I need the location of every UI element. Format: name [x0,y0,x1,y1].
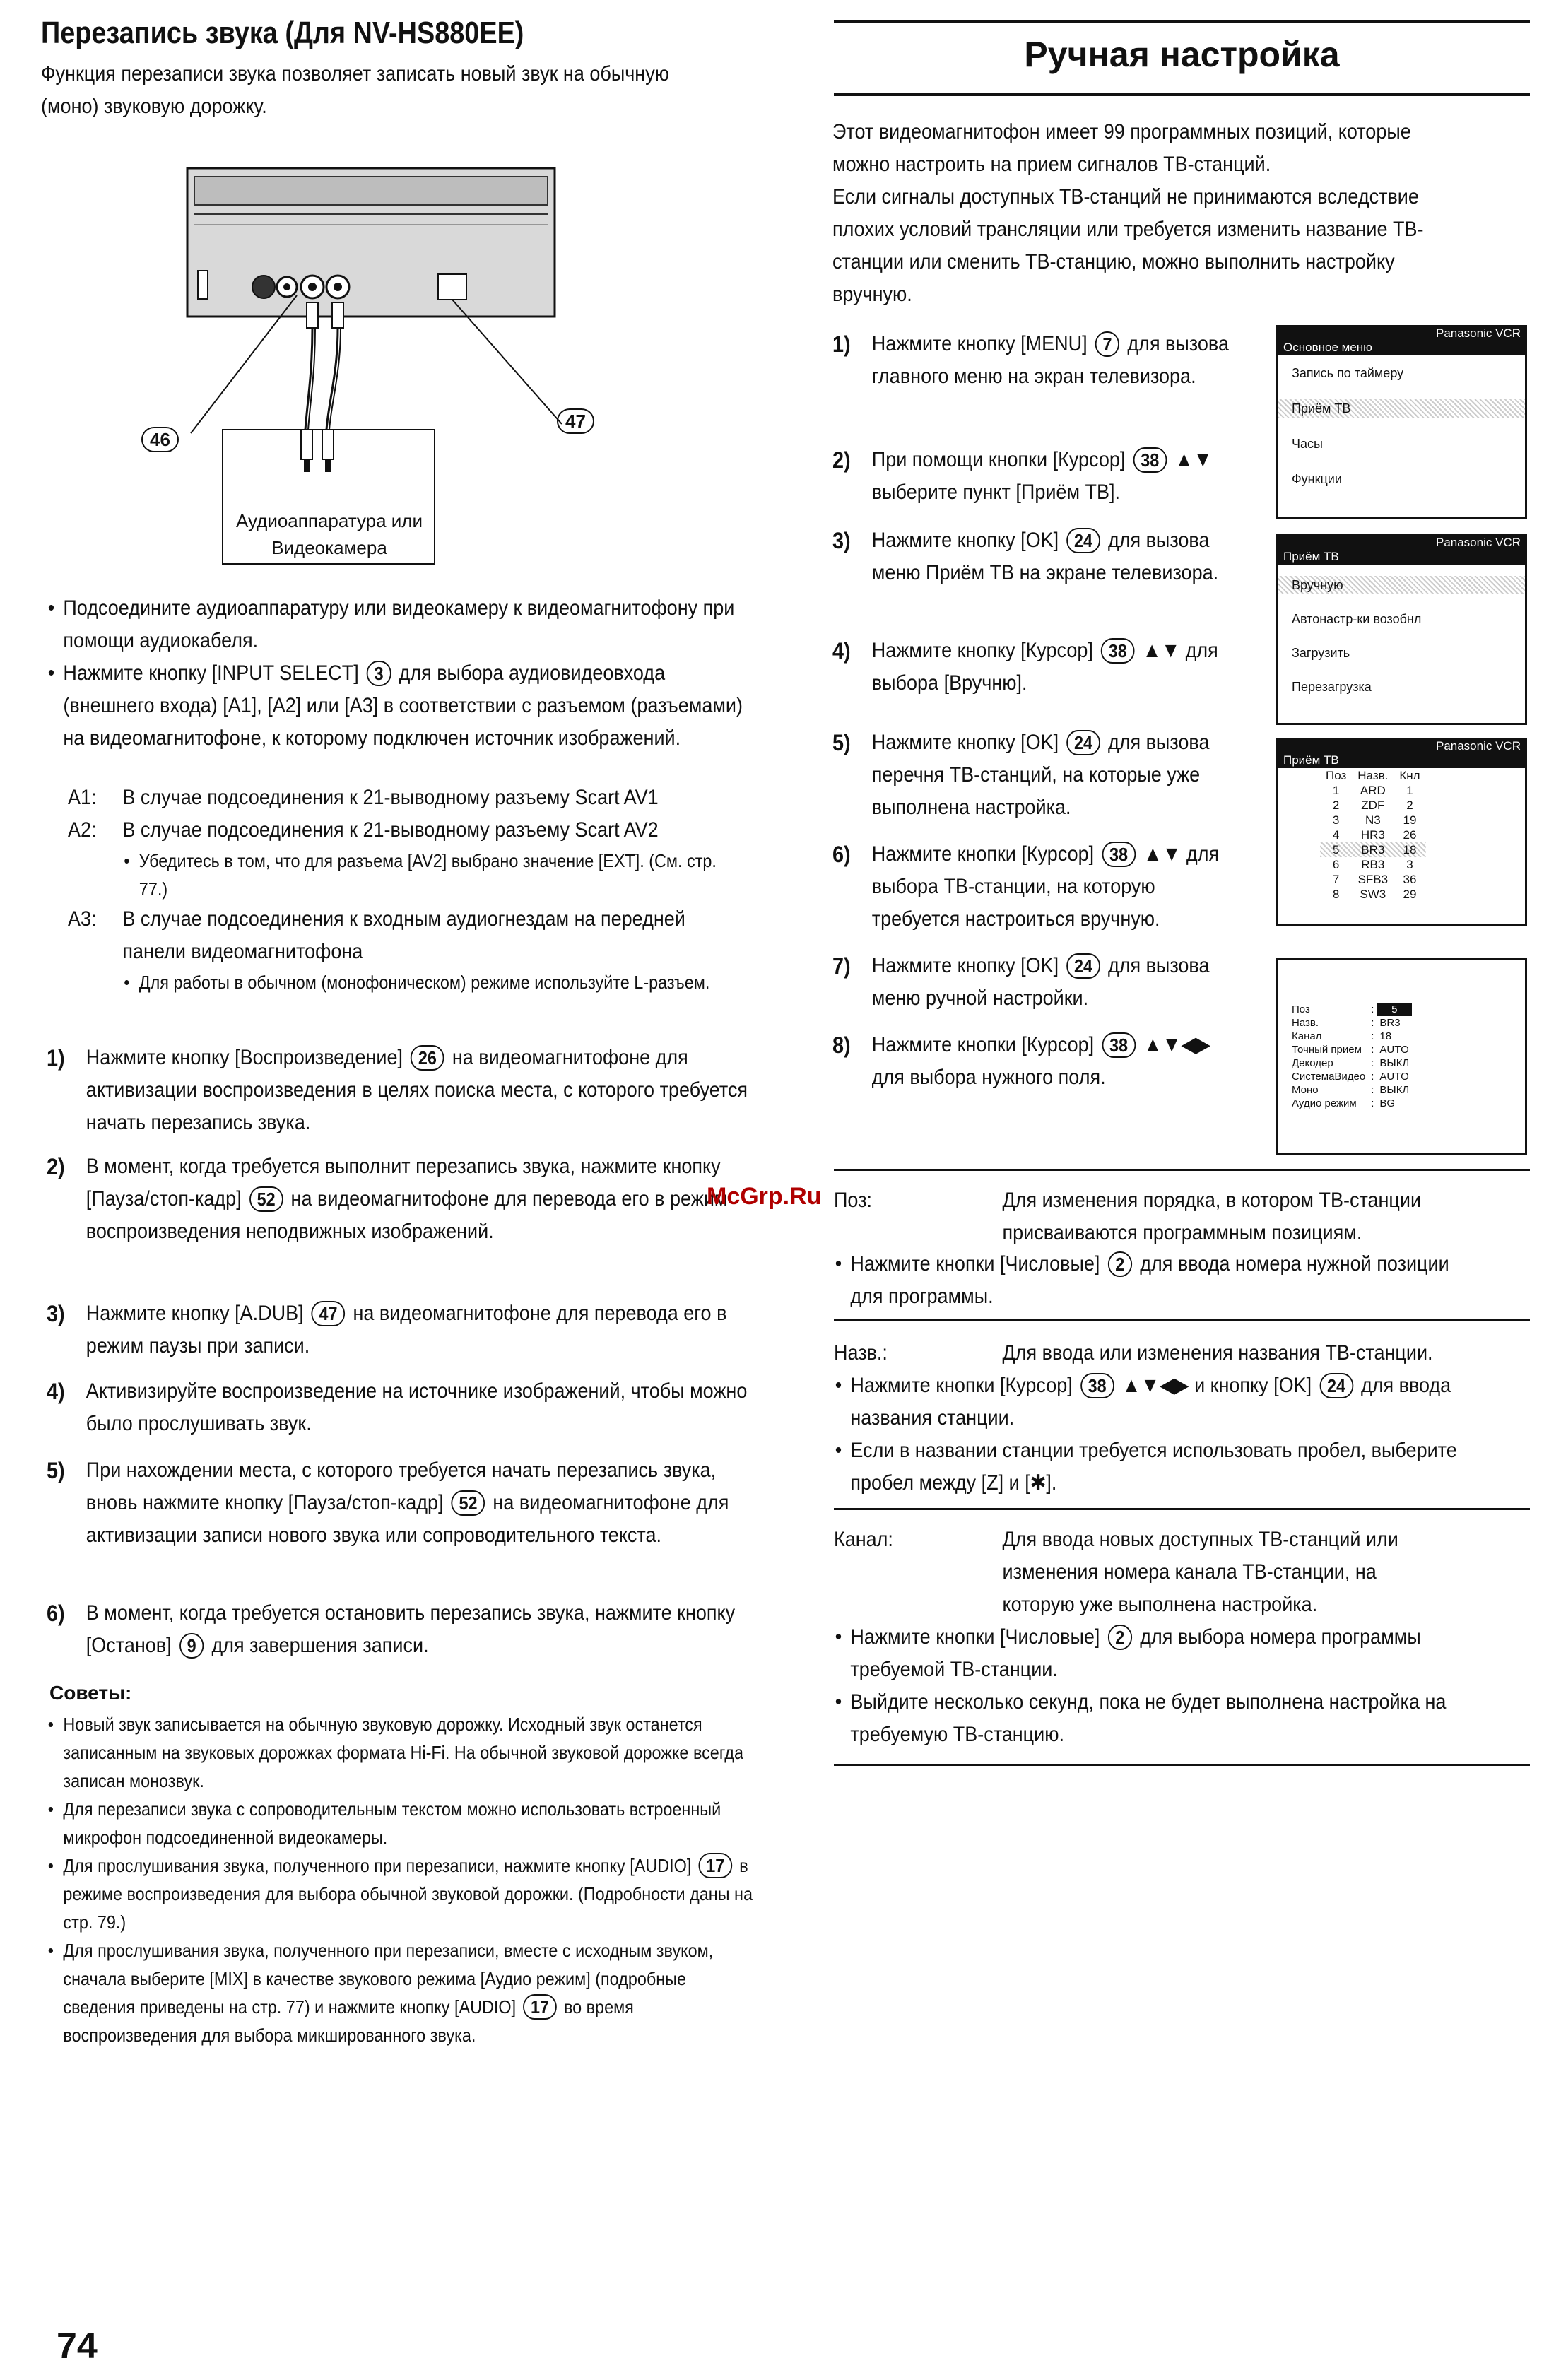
ref-3-icon: 3 [367,661,391,686]
osd-main-menu: Panasonic VCR Основное меню Запись по таймеру Приём ТВ Часы Функции [1276,325,1527,519]
audio-dub-intro: Функция перезаписи звука позволяет записать новый звук на обычную (моно) звуковую дорожку. [41,62,669,118]
dub-step-5: 5) При нахождении места, с которого требуется начать перезапись звука, вновь нажмите кнопку [Пауза/стоп-кадр] 52 на видеомагнитофоне для активизации записи нового звука или сопроводительного текста. [47,1458,729,1547]
tip-2: • Для перезаписи звука с сопроводительным текстом можно использовать встроенный микрофон подсоединенной видеокамеры. [47,1795,759,1851]
osd-menu-item: Часы [1292,437,1323,451]
tuning-step-4: 4) Нажмите кнопку [Курсор] 38 ▲▼ для выбора [Вручню]. [832,638,1218,695]
tuning-step-2: 2) При помощи кнопки [Курсор] 38 ▲▼ выберите пункт [Приём ТВ]. [832,447,1213,504]
osd-station-list: Panasonic VCR Приём ТВ Поз Назв. Кнл 1 ARD 1 2 ZDF 2 3 N3 19 4 HR3 26 5 BR3 18 6 RB3 3 7 SFB3 36 8 SW3 29 [1276,738,1527,926]
section-title-audio-dub: Перезапись звука (Для NV-HS880EE) [41,16,524,50]
osd-manual-settings: Поз : 5 Назв. : BR3 Канал : 18 Точный прием : AUTO Декодер : ВЫКЛ СистемаВидео : AUTO Моно : ВЫКЛ Аудио режим : BG [1276,958,1527,1155]
def-channel-bullets: • Нажмите кнопки [Числовые] 2 для выбора номера программы требуемой ТВ-станции. • Выйдите несколько секунд, пока не будет выполнена настройка на требуемую ТВ-станцию. [834,1621,1470,1751]
def-position-bullets: • Нажмите кнопки [Числовые] 2 для ввода номера нужной позиции для программы. [834,1248,1470,1313]
divider-3 [834,1508,1530,1510]
input-options: A1: В случае подсоединения к 21-выводному разъему Scart AV1 A2: В случае подсоединения к 21-выводному разъему Scart AV2 • Убедитесь в том, что для разъема [AV2] выбрано значение [EXT]. (См. стр. 77.) A3: В случае подсоединения к входным аудиогнездам на передней панели видеомагнитофона • Для работы в обычном (монофоническом) режиме используйте L-разъем. [68,782,742,996]
dub-step-3: 3) Нажмите кнопку [A.DUB] 47 на видеомагнитофоне для перевода его в режим паузы при записи. [47,1301,727,1357]
tuning-step-7: 7) Нажмите кнопку [OK] 24 для вызова меню ручной настройки. [832,953,1210,1010]
video-jack-icon [252,276,275,298]
dub-step-6: 6) В момент, когда требуется остановить перезапись звука, нажмите кнопку [Останов] 9 для завершения записи. [47,1601,736,1657]
tip-3: • Для прослушивания звука, полученного при перезаписи, нажмите кнопку [AUDIO] 17 в режиме воспроизведения для выбора обычной звуковой дорожки. (Подробности даны на стр. 79.) [47,1851,759,1936]
osd-menu-item: Запись по таймеру [1292,366,1404,380]
osd-menu-item-selected: Приём ТВ [1278,399,1525,418]
dub-step-1: 1) Нажмите кнопку [Воспроизведение] 26 на видеомагнитофоне для активизации воспроизведения в целях поиска места, с которого требуется начать перезапись звука. [47,1045,748,1134]
bullet-input-select: • Нажмите кнопку [INPUT SELECT] 3 для выбора аудиовидеовхода (внешнего входа) [A1], [A2] или [A3] в соответствии с разъемом (разъемами) на видеомагнитофоне, к которому подключен источник изображений. [47,657,753,755]
connection-instructions [47,592,753,755]
dub-step-2: 2) В момент, когда требуется выполнит перезапись звука, нажмите кнопку [Пауза/стоп-кадр] 52 на видеомагнитофоне для перевода его в режим воспроизведения неподвижных изображений. [47,1154,728,1243]
callout-47: 47 [554,408,597,434]
tuning-step-6: 6) Нажмите кнопки [Курсор] 38 ▲▼ для выбора ТВ-станции, на которую требуется настроиться вручную. [832,842,1220,931]
divider-4 [834,1764,1530,1766]
tuning-step-8: 8) Нажмите кнопки [Курсор] 38 ▲▼◀▶ для выбора нужного поля. [832,1032,1210,1089]
title-rule-top [834,20,1530,23]
manual-tuning-intro: Этот видеомагнитофон имеет 99 программных позиций, которые можно настроить на прием сигналов ТВ-станций. Если сигналы доступных ТВ-станций не принимаются вследствие плохих условий трансляции или требуется изменить название ТВ-станции или сменить ТВ-станцию, можно выполнить настройку вручную. [832,120,1424,306]
osd-reception-menu: Panasonic VCR Приём ТВ Вручную Автонастр-ки возобнл Загрузить Перезагрузка [1276,534,1527,725]
tips-heading: Советы: [49,1682,132,1704]
page-number: 74 [57,2326,98,2367]
divider-2 [834,1319,1530,1321]
audio-device-label: Аудиоаппаратура или Видеокамера [235,510,423,558]
tuning-step-5: 5) Нажмите кнопку [OK] 24 для вызова перечня ТВ-станций, на которые уже выполнена настройка. [832,730,1210,819]
osd-menu-item: Загрузить [1292,646,1350,660]
osd-menu-item: Автонастр-ки возобнл [1292,612,1422,626]
tuning-step-1: 1) Нажмите кнопку [MENU] 7 для вызова главного меню на экран телевизора. [832,331,1229,388]
tuning-step-3: 3) Нажмите кнопку [OK] 24 для вызова меню Приём ТВ на экране телевизора. [832,528,1219,584]
callout-46: 46 [139,427,182,452]
dub-step-4: 4) Активизируйте воспроизведение на источнике изображений, чтобы можно было прослушивать звук. [47,1379,748,1435]
watermark: McGrp.Ru [707,1183,822,1210]
osd-menu-item-selected: Вручную [1278,576,1525,594]
tips-list [47,1710,759,2049]
section-title-manual-tuning: Ручная настройка [1024,35,1340,74]
divider-1 [834,1169,1530,1171]
def-name-bullets: • Нажмите кнопки [Курсор] 38 ▲▼◀▶ и кнопку [OK] 24 для ввода названия станции. • Если в названии станции требуется использовать пробел, выберите пробел между [Z] и [✱]. [834,1369,1470,1500]
tip-1: • Новый звук записывается на обычную звуковую дорожку. Исходный звук останется записанным на звуковых дорожках формата Hi-Fi. На обычной звуковой дорожке всегда записан монозвук. [47,1710,759,1795]
tip-4: • Для прослушивания звука, полученного при перезаписи, вместе с исходным звуком, сначала выберите [MIX] в качестве звукового режима [Аудио режим] (подробные сведения приведены на стр. 77) и нажмите кнопку [AUDIO] 17 во время воспроизведения для выбора микшированного звука. [47,1936,759,2049]
osd-station-selected: 5 BR3 18 [1320,842,1426,857]
a-dub-button-icon [438,274,466,300]
osd-menu-item: Перезагрузка [1292,680,1372,694]
title-rule-bottom [834,93,1530,96]
osd-menu-item: Функции [1292,472,1342,486]
bullet-connect: • Подсоедините аудиоаппаратуру или видеокамеру к видеомагнитофону при помощи аудиокабеля. [47,592,753,657]
